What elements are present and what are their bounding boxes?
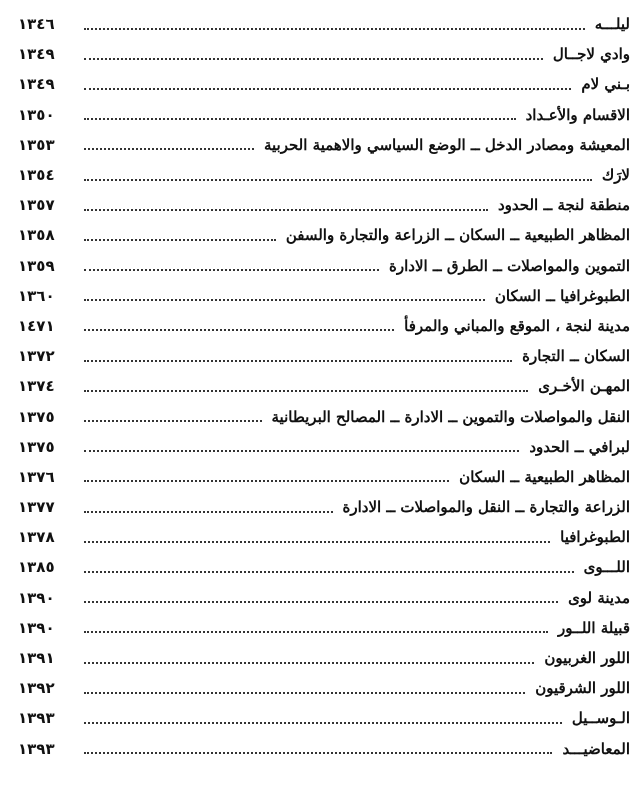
dot-leader: [84, 57, 543, 60]
toc-entry-page-number: ١٣٥٧: [18, 196, 55, 215]
dot-leader: [84, 298, 485, 301]
toc-entry-page-number: ١٣٦٠: [18, 286, 55, 305]
toc-entry-title: وادي لاجــال: [547, 45, 630, 63]
toc-entry: [18, 673, 630, 703]
toc-entry-title: ليلـــه: [589, 15, 630, 33]
toc-entry: [18, 130, 630, 160]
toc-entry-title: التموين والمواصلات ــ الطرق ــ الادارة: [383, 257, 630, 275]
toc-entry: [18, 462, 630, 492]
toc-entry: [18, 492, 630, 522]
toc-entry-page-number: ١٣٥٨: [18, 226, 55, 245]
toc-entry-page-number: ١٣٩١: [18, 649, 55, 668]
toc-entry-title: اللـــوى: [578, 558, 630, 576]
toc-entry: [18, 401, 630, 431]
toc-entry-page-number: ١٣٩٢: [18, 679, 55, 698]
toc-entry: [18, 341, 630, 371]
toc-entry-title: الطبوغرافيا: [554, 528, 630, 546]
toc-entry: [18, 9, 630, 39]
toc-entry-page-number: ١٣٩٠: [18, 618, 55, 637]
toc-entry-title: السكان ــ التجارة: [516, 347, 630, 365]
toc-entry-page-number: ١٣٩٠: [18, 588, 55, 607]
toc-entry-title: المظاهر الطبيعية ــ السكان: [453, 468, 630, 486]
dot-leader: [84, 600, 558, 603]
toc-entry-title: منطقة لنجة ــ الحدود: [492, 196, 630, 214]
dot-leader: [84, 479, 449, 482]
toc-entry: [18, 311, 630, 341]
dot-leader: [84, 419, 262, 422]
toc-entry-title: لارَك: [596, 166, 630, 184]
toc-entry-page-number: ١٣٥٤: [18, 166, 55, 185]
dot-leader: [84, 570, 574, 573]
toc-entry: [18, 39, 630, 69]
toc-entry: [18, 100, 630, 130]
toc-entry-page-number: ١٣٧٥: [18, 437, 55, 456]
toc-entry: [18, 522, 630, 552]
toc-entry-title: لبرافي ــ الحدود: [523, 438, 630, 456]
toc-entry-page-number: ١٣٧٦: [18, 467, 55, 486]
toc-entry-page-number: ١٣٥٠: [18, 105, 55, 124]
toc-entry-title: مدينة لنجة ، الموقع والمباني والمرفأ: [398, 317, 630, 335]
toc-entry-title: الـوســيل: [566, 709, 630, 727]
toc-entry: [18, 220, 630, 250]
toc-entry: [18, 190, 630, 220]
toc-entry-page-number: ١٣٧٥: [18, 407, 55, 426]
toc-entry-page-number: ١٤٧١: [18, 316, 55, 335]
toc-entry: [18, 613, 630, 643]
dot-leader: [84, 27, 585, 30]
toc-entry: [18, 69, 630, 99]
table-of-contents: [18, 9, 630, 764]
toc-entry: [18, 251, 630, 281]
dot-leader: [84, 630, 548, 633]
toc-entry-page-number: ١٣٩٣: [18, 709, 55, 728]
toc-entry-title: الزراعة والتجارة ــ النقل والمواصلات ــ الادارة: [337, 498, 630, 516]
toc-entry: [18, 583, 630, 613]
toc-entry: [18, 432, 630, 462]
toc-entry-page-number: ١٣٤٦: [18, 15, 55, 34]
toc-entry-title: قبيلة اللــور: [552, 619, 630, 637]
toc-entry-page-number: ١٣٤٩: [18, 45, 55, 64]
dot-leader: [84, 117, 516, 120]
toc-entry-page-number: ١٣٥٣: [18, 135, 55, 154]
dot-leader: [84, 328, 394, 331]
toc-entry-title: اللور الشرقيون: [529, 679, 630, 697]
dot-leader: [84, 751, 552, 754]
toc-entry: [18, 371, 630, 401]
toc-entry-page-number: ١٣٧٨: [18, 528, 55, 547]
toc-entry-page-number: ١٣٧٤: [18, 377, 55, 396]
toc-entry-page-number: ١٣٨٥: [18, 558, 55, 577]
toc-entry-title: الطبوغرافيا ــ السكان: [489, 287, 630, 305]
toc-entry: [18, 703, 630, 733]
toc-entry: [18, 734, 630, 764]
dot-leader: [84, 449, 519, 452]
dot-leader: [84, 359, 512, 362]
toc-entry-title: مدينة لوى: [562, 589, 630, 607]
toc-entry-title: الاقسام والأعـداد: [520, 106, 630, 124]
toc-entry-page-number: ١٣٧٧: [18, 498, 55, 517]
toc-entry-title: النقل والمواصلات والتموين ــ الادارة ــ المصالح البريطانية: [266, 408, 631, 426]
dot-leader: [84, 147, 254, 150]
toc-entry: [18, 160, 630, 190]
dot-leader: [84, 510, 333, 513]
dot-leader: [84, 268, 379, 271]
toc-entry-page-number: ١٣٩٣: [18, 739, 55, 758]
toc-entry-title: المعيشة ومصادر الدخل ــ الوضع السياسي والاهمية الحربية: [258, 136, 630, 154]
dot-leader: [84, 87, 571, 90]
toc-entry: [18, 552, 630, 582]
toc-entry: [18, 281, 630, 311]
dot-leader: [84, 389, 528, 392]
toc-entry: [18, 643, 630, 673]
dot-leader: [84, 178, 592, 181]
toc-entry-title: المظاهر الطبيعية ــ السكان ــ الزراعة والتجارة والسفن: [280, 226, 630, 244]
toc-entry-title: بـني لام: [575, 75, 630, 93]
dot-leader: [84, 238, 276, 241]
toc-entry-page-number: ١٣٤٩: [18, 75, 55, 94]
dot-leader: [84, 691, 525, 694]
toc-entry-title: المعاضيـــد: [556, 740, 630, 758]
dot-leader: [84, 540, 550, 543]
dot-leader: [84, 208, 488, 211]
toc-entry-title: المهـن الأخـرى: [532, 377, 630, 395]
toc-entry-title: اللور الغربيون: [538, 649, 630, 667]
dot-leader: [84, 661, 534, 664]
toc-entry-page-number: ١٣٥٩: [18, 256, 55, 275]
toc-entry-page-number: ١٣٧٢: [18, 347, 55, 366]
dot-leader: [84, 721, 562, 724]
